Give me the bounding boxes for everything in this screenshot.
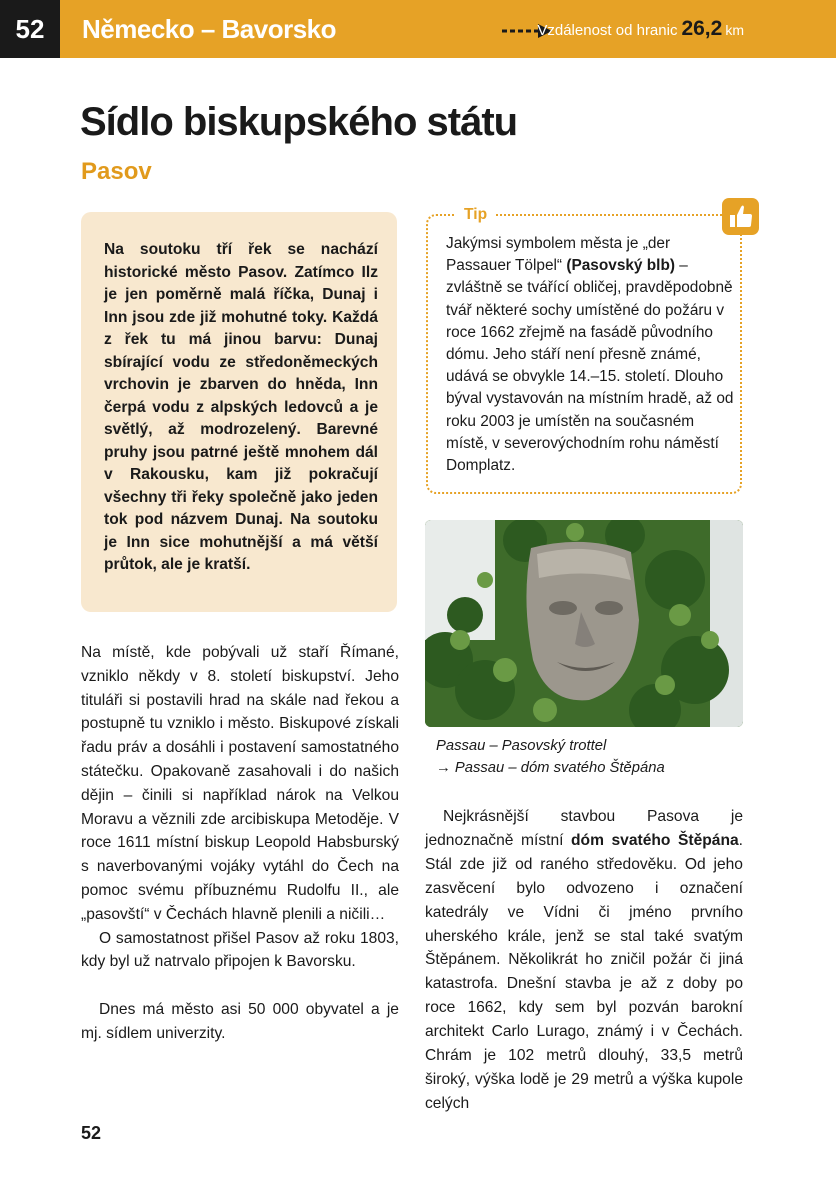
caption-line-2: → Passau – dóm svatého Štěpána — [436, 760, 665, 776]
right-column — [425, 805, 743, 1116]
article-title: Sídlo biskupského státu — [80, 100, 518, 144]
tip-text-rest: – zvláštně se tvářící obličej, pravděpodobně tvář některé sochy umístěné do požáru v roce 1662 zřejmě na fasádě původního dómu. Jeho stáří není přesně známé, udává se obvykle 14.–15. století. Dlouho býval vystavován na místním hradě, až od roku 2003 je umístěn na současném místě, v severovýchodním rohu náměstí Domplatz. — [446, 257, 734, 475]
photo-stone-face — [425, 520, 743, 727]
intro-box — [81, 212, 397, 612]
tip-text — [446, 233, 738, 477]
article-subtitle: Pasov — [81, 158, 152, 185]
distance-unit: km — [725, 22, 744, 38]
paragraph-history: Na místě, kde pobývali už staří Římané, vzniklo někdy v 8. století biskupství. Jeho tituláři si postavili hrad na skále nad řekou a postupně tu vzniklo i město. Biskupové získali řadu práv a dosáhli i postavení samostatného státečku. Opakovaně zasahovali i do našich dějin – činili si například nárok na Velkou Moravu a věznili zde arcibiskupa Metoděje. V roce 1611 místní biskup Leopold Habsburský s naverbovanými vojáky vytáhl do Čech na pomoc svému příbuznému Rudolfu II., ale „pasovští“ v Čechách hlavně plenili a ničili… — [81, 644, 399, 923]
paragraph-independence: O samostatnost přišel Pasov až roku 1803, kdy byl už natrvalo připojen k Bavorsku. — [81, 929, 399, 971]
cathedral-text-rest: . Stál zde již od raného středověku. Od jeho zasvěcení bylo odvozeno i označení katedrály ve Vídni či jméno prvního uherského krále, jenž se stal také svatým Štěpánem. Několikrát ho zničil požár či jiná katastrofa. Dnešní stavba je až z doby po roce 1662, kdy sem byl pozván barokní architekt Carlo Lurago, známý i v Čechách. Chrám je 102 metrů dlouhý, 33,5 metrů široký, výška lodě je 29 metrů a výška kupole celých — [425, 831, 743, 1112]
paragraph-today: Dnes má město asi 50 000 obyvatel a je mj. sídlem univerzity. — [81, 1001, 399, 1042]
header-page-number: 52 — [0, 0, 60, 58]
distance-info — [537, 0, 744, 58]
chapter-title: Německo – Bavorsko — [82, 14, 337, 44]
footer-page-number: 52 — [81, 1123, 102, 1143]
photo-caption — [436, 735, 736, 779]
paragraph-cathedral — [425, 805, 743, 1116]
tip-label: Tip — [456, 204, 495, 226]
thumbs-up-icon — [722, 198, 759, 235]
cathedral-text-intro: Nejkrásnější stavbou Pasova je jednoznačně místní — [425, 808, 743, 849]
intro-text: Na soutoku tří řek se nachází historické město Pasov. Zatímco Ilz je jen poměrně malá říčka, Dunaj i Inn jsou zde již mohutné toky. Každá z řek tu má jinou barvu: Dunaj sbírající vodu ze středoněmeckých vrchovin je zbarven do hněda, Inn čerpá vodu z alpských ledovců a je světlý, až modrozelený. Barevné pruhy jsou patrné ještě mnohem dál v Rakousku, kam již pokračují všechny tři řeky společně jako jeden tok pod názvem Dunaj. Na soutoku je Inn sice mohutnější a má větší průtok, ale je kratší. — [104, 241, 378, 573]
tip-text-intro: Jakýmsi symbolem města je „der Passauer Tölpel“ — [446, 235, 671, 275]
tip-text-bold: (Pasovský blb) — [566, 257, 675, 275]
left-column — [81, 641, 399, 1046]
cathedral-name: dóm svatého Štěpána — [571, 831, 739, 849]
caption-line-1: Passau – Pasovský trottel — [436, 738, 607, 754]
distance-label: Vzdálenost od hranic — [537, 22, 678, 39]
distance-value: 26,2 — [681, 17, 723, 40]
header-bar — [0, 0, 836, 58]
